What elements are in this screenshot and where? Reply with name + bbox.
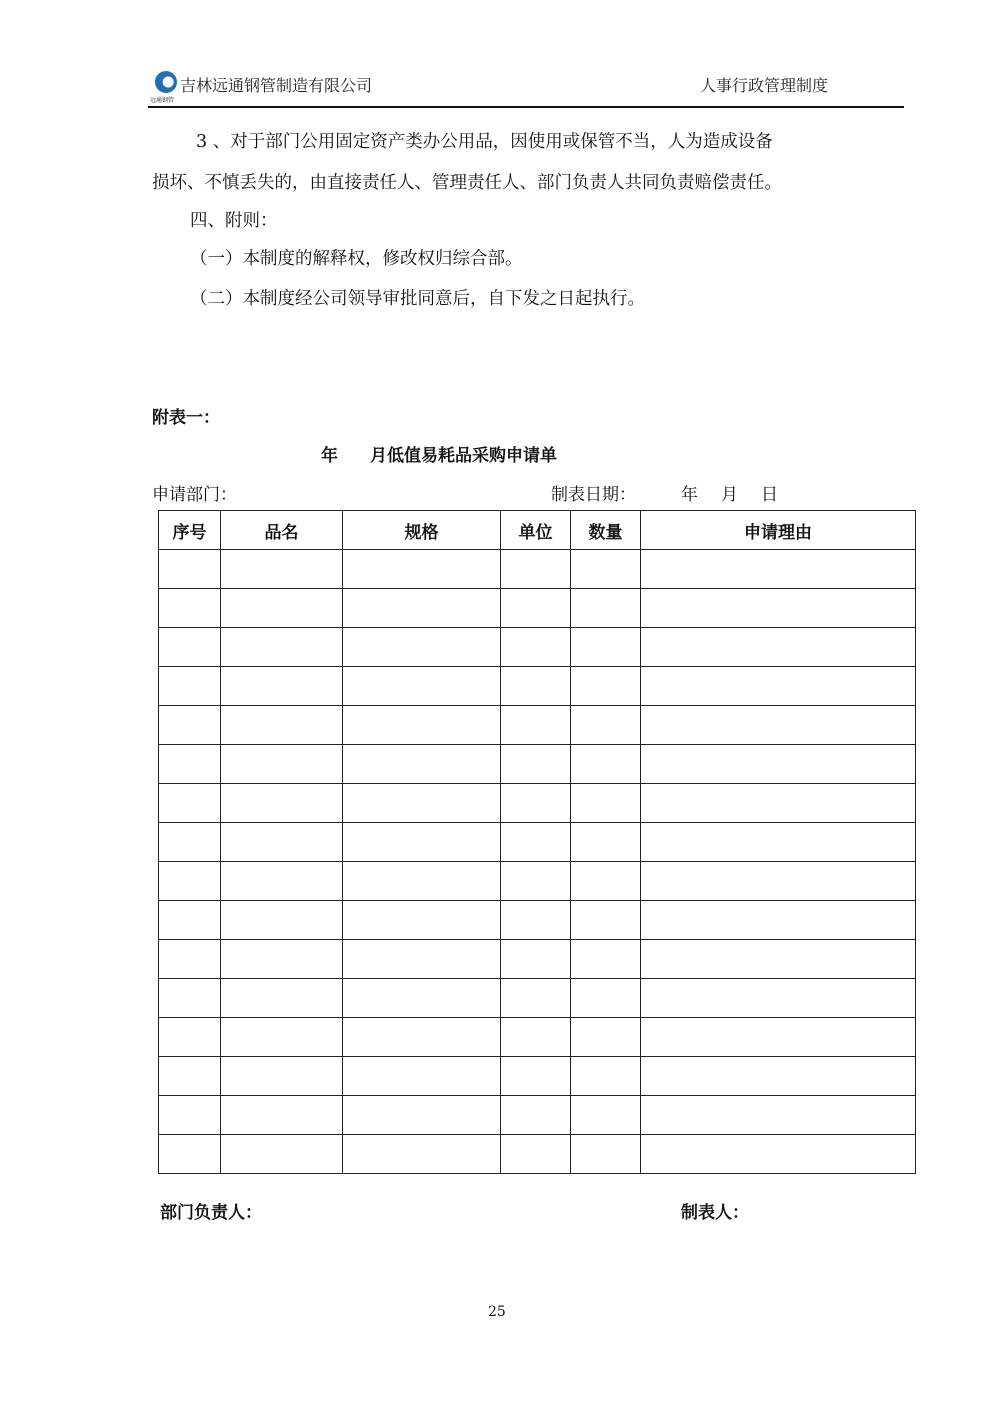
table-cell [159, 1057, 221, 1096]
table-cell [571, 589, 641, 628]
table-cell [159, 1018, 221, 1057]
table-row [159, 1057, 916, 1096]
table-cell [571, 901, 641, 940]
table-cell [343, 862, 501, 901]
table-cell [221, 1135, 343, 1174]
table-cell [343, 1096, 501, 1135]
table-cell [641, 940, 916, 979]
col-header-qty: 数量 [571, 511, 641, 550]
table-cell [159, 979, 221, 1018]
table-cell [343, 940, 501, 979]
table-cell [501, 862, 571, 901]
table-cell [501, 589, 571, 628]
table-cell [641, 589, 916, 628]
table-cell [641, 667, 916, 706]
table-cell [343, 667, 501, 706]
table-row [159, 1135, 916, 1174]
table-row [159, 862, 916, 901]
header-title: 人事行政管理制度 [700, 76, 829, 95]
table-cell [159, 862, 221, 901]
table-cell [641, 1018, 916, 1057]
table-row [159, 979, 916, 1018]
header-company: 吉林远通钢管制造有限公司 [180, 76, 373, 95]
table-cell [343, 628, 501, 667]
table-cell [159, 745, 221, 784]
table-cell [501, 1057, 571, 1096]
table-row [159, 823, 916, 862]
table-cell [641, 1096, 916, 1135]
date-year: 年 [681, 485, 698, 505]
table-row [159, 940, 916, 979]
table-cell [221, 940, 343, 979]
table-cell [501, 823, 571, 862]
table-cell [571, 745, 641, 784]
table-cell [571, 1096, 641, 1135]
table-cell [221, 901, 343, 940]
dept-label: 申请部门： [152, 485, 237, 505]
table-header-row [159, 511, 916, 550]
table-cell [343, 589, 501, 628]
table-cell [159, 589, 221, 628]
table-row [159, 628, 916, 667]
form-title-year: 年 [321, 446, 338, 466]
para3-line1: 3 、对于部门公用固定资产类办公用品，因使用或保管不当，人为造成设备 [196, 132, 773, 152]
para3-line2: 损坏、不慎丢失的，由直接责任人、管理责任人、部门负责人共同负责赔偿责任。 [152, 173, 782, 193]
col-header-spec: 规格 [343, 511, 501, 550]
table-cell [501, 1096, 571, 1135]
table-cell [221, 745, 343, 784]
table-row [159, 901, 916, 940]
table-cell [221, 1057, 343, 1096]
table-cell [571, 823, 641, 862]
table-cell [571, 784, 641, 823]
table-cell [571, 667, 641, 706]
table-cell [501, 1135, 571, 1174]
table-row [159, 667, 916, 706]
table-cell [221, 979, 343, 1018]
table-row [159, 706, 916, 745]
table-cell [221, 862, 343, 901]
table-cell [501, 550, 571, 589]
table-cell [159, 901, 221, 940]
table-cell [641, 901, 916, 940]
table-cell [641, 706, 916, 745]
col-header-unit: 单位 [501, 511, 571, 550]
table-cell [501, 979, 571, 1018]
table-cell [159, 706, 221, 745]
table-cell [221, 628, 343, 667]
table-cell [159, 784, 221, 823]
table-cell [501, 901, 571, 940]
table-cell [501, 784, 571, 823]
table-cell [343, 745, 501, 784]
table-cell [641, 1057, 916, 1096]
table-cell [501, 706, 571, 745]
table-cell [221, 550, 343, 589]
table-cell [641, 628, 916, 667]
table-cell [159, 1135, 221, 1174]
col-header-index: 序号 [159, 511, 221, 550]
table-cell [641, 1135, 916, 1174]
footer-preparer: 制表人： [681, 1203, 749, 1223]
table-cell [343, 979, 501, 1018]
form-title: 月低值易耗品采购申请单 [370, 446, 557, 466]
table-cell [221, 706, 343, 745]
table-cell [571, 862, 641, 901]
table-cell [343, 823, 501, 862]
table-cell [571, 940, 641, 979]
table-cell [571, 706, 641, 745]
table-cell [159, 940, 221, 979]
col-header-name: 品名 [221, 511, 343, 550]
rule-item-1: （一）本制度的解释权，修改权归综合部。 [190, 249, 523, 269]
table-cell [571, 628, 641, 667]
table-cell [159, 823, 221, 862]
table-cell [159, 1096, 221, 1135]
table-cell [159, 628, 221, 667]
table-row [159, 784, 916, 823]
date-label: 制表日期： [551, 485, 636, 505]
table-cell [501, 745, 571, 784]
date-month: 月 [721, 485, 738, 505]
table-cell [571, 1018, 641, 1057]
footer-dept-head: 部门负责人： [160, 1203, 262, 1223]
table-cell [641, 979, 916, 1018]
table-cell [221, 823, 343, 862]
purchase-request-table [158, 510, 916, 1174]
table-row [159, 589, 916, 628]
table-cell [501, 667, 571, 706]
table-cell [641, 862, 916, 901]
rule-item-2: （二）本制度经公司领导审批同意后，自下发之日起执行。 [190, 289, 645, 309]
table-cell [159, 667, 221, 706]
logo-icon [155, 71, 177, 93]
table-cell [641, 823, 916, 862]
table-cell [641, 550, 916, 589]
table-cell [343, 901, 501, 940]
table-cell [571, 979, 641, 1018]
table-cell [343, 784, 501, 823]
table-cell [343, 1135, 501, 1174]
section4-heading: 四、附则： [190, 211, 278, 231]
table-cell [641, 784, 916, 823]
table-cell [343, 1018, 501, 1057]
table-cell [571, 1057, 641, 1096]
table-cell [221, 589, 343, 628]
table-cell [343, 1057, 501, 1096]
table-cell [221, 784, 343, 823]
table-row [159, 1096, 916, 1135]
date-day: 日 [761, 485, 778, 505]
table-cell [221, 1018, 343, 1057]
table-row [159, 745, 916, 784]
table-cell [343, 550, 501, 589]
table-cell [571, 1135, 641, 1174]
col-header-reason: 申请理由 [641, 511, 916, 550]
logo-text: 远通钢管 [150, 97, 175, 104]
table-cell [343, 706, 501, 745]
page-number: 25 [488, 1304, 506, 1320]
table-cell [501, 940, 571, 979]
table-cell [641, 745, 916, 784]
table-cell [221, 1096, 343, 1135]
table-cell [221, 667, 343, 706]
table-cell [159, 550, 221, 589]
appendix-label: 附表一： [152, 408, 220, 428]
table-cell [501, 628, 571, 667]
table-row [159, 550, 916, 589]
table-row [159, 1018, 916, 1057]
header-rule [148, 106, 904, 108]
table-cell [571, 550, 641, 589]
table-cell [501, 1018, 571, 1057]
